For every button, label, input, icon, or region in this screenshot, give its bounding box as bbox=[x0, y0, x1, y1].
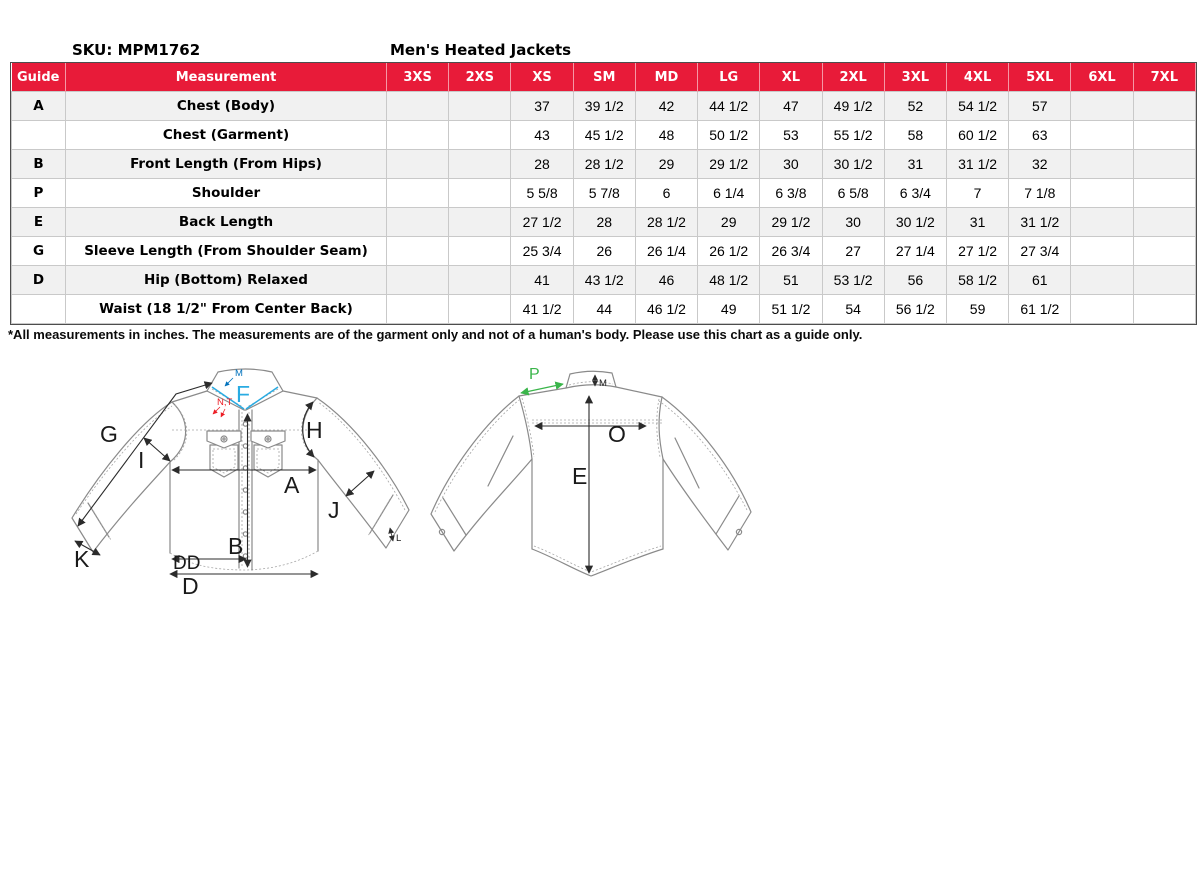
value-cell bbox=[449, 237, 511, 266]
measurement-cell: Shoulder bbox=[66, 179, 387, 208]
value-cell: 42 bbox=[635, 92, 697, 121]
guide-cell: P bbox=[12, 179, 66, 208]
value-cell bbox=[449, 266, 511, 295]
value-cell bbox=[387, 237, 449, 266]
value-cell bbox=[449, 150, 511, 179]
value-cell: 45 1/2 bbox=[573, 121, 635, 150]
front-label-G: G bbox=[100, 421, 118, 447]
table-row bbox=[12, 92, 1196, 121]
value-cell: 27 1/2 bbox=[946, 237, 1008, 266]
value-cell: 43 bbox=[511, 121, 573, 150]
guide-cell: G bbox=[12, 237, 66, 266]
value-cell: 31 bbox=[946, 208, 1008, 237]
value-cell bbox=[387, 92, 449, 121]
value-cell bbox=[1071, 121, 1133, 150]
column-header: XL bbox=[760, 63, 822, 92]
size-table-header bbox=[12, 63, 1196, 92]
value-cell: 60 1/2 bbox=[946, 121, 1008, 150]
value-cell bbox=[1133, 208, 1195, 237]
value-cell bbox=[1071, 266, 1133, 295]
measurement-cell: Waist (18 1/2" From Center Back) bbox=[66, 295, 387, 324]
value-cell: 37 bbox=[511, 92, 573, 121]
value-cell: 28 1/2 bbox=[635, 208, 697, 237]
measurement-cell: Hip (Bottom) Relaxed bbox=[66, 266, 387, 295]
value-cell: 6 1/4 bbox=[698, 179, 760, 208]
value-cell: 26 3/4 bbox=[760, 237, 822, 266]
value-cell: 52 bbox=[884, 92, 946, 121]
sku-label: SKU: MPM1762 bbox=[72, 41, 201, 59]
value-cell bbox=[1133, 295, 1195, 324]
guide-cell: A bbox=[12, 92, 66, 121]
guide-cell: D bbox=[12, 266, 66, 295]
column-header: Guide bbox=[12, 63, 66, 92]
value-cell: 43 1/2 bbox=[573, 266, 635, 295]
column-header: LG bbox=[698, 63, 760, 92]
chart-title: Men's Heated Jackets bbox=[390, 41, 572, 59]
value-cell: 30 1/2 bbox=[884, 208, 946, 237]
value-cell: 39 1/2 bbox=[573, 92, 635, 121]
front-label-A: A bbox=[284, 472, 300, 498]
measurement-cell: Back Length bbox=[66, 208, 387, 237]
value-cell: 46 bbox=[635, 266, 697, 295]
guide-cell bbox=[12, 121, 66, 150]
value-cell: 27 3/4 bbox=[1009, 237, 1071, 266]
value-cell: 49 1/2 bbox=[822, 92, 884, 121]
column-header: 3XS bbox=[387, 63, 449, 92]
back-label-O: O bbox=[608, 421, 626, 447]
value-cell: 41 1/2 bbox=[511, 295, 573, 324]
value-cell bbox=[1133, 121, 1195, 150]
value-cell: 53 1/2 bbox=[822, 266, 884, 295]
value-cell: 61 bbox=[1009, 266, 1071, 295]
value-cell: 31 bbox=[884, 150, 946, 179]
value-cell: 59 bbox=[946, 295, 1008, 324]
value-cell: 48 1/2 bbox=[698, 266, 760, 295]
value-cell bbox=[387, 295, 449, 324]
value-cell: 31 1/2 bbox=[1009, 208, 1071, 237]
value-cell: 31 1/2 bbox=[946, 150, 1008, 179]
value-cell: 6 bbox=[635, 179, 697, 208]
measurement-cell: Chest (Body) bbox=[66, 92, 387, 121]
value-cell bbox=[1071, 208, 1133, 237]
column-header: 2XL bbox=[822, 63, 884, 92]
value-cell bbox=[387, 179, 449, 208]
value-cell bbox=[1071, 237, 1133, 266]
table-row bbox=[12, 208, 1196, 237]
footnote-text: *All measurements in inches. The measurements are of the garment only and not of a human's body. Please use this chart as a guide only. bbox=[8, 327, 863, 342]
value-cell bbox=[387, 150, 449, 179]
value-cell: 47 bbox=[760, 92, 822, 121]
value-cell: 54 1/2 bbox=[946, 92, 1008, 121]
value-cell: 28 bbox=[573, 208, 635, 237]
table-row bbox=[12, 179, 1196, 208]
value-cell: 30 bbox=[822, 208, 884, 237]
size-table-body bbox=[12, 92, 1196, 324]
value-cell: 26 1/4 bbox=[635, 237, 697, 266]
jacket-back-outline bbox=[431, 371, 751, 576]
back-label-E: E bbox=[572, 463, 588, 489]
value-cell bbox=[449, 179, 511, 208]
column-header: SM bbox=[573, 63, 635, 92]
value-cell bbox=[449, 295, 511, 324]
value-cell bbox=[387, 266, 449, 295]
value-cell: 58 1/2 bbox=[946, 266, 1008, 295]
front-label-L: L bbox=[396, 533, 402, 544]
value-cell bbox=[1071, 295, 1133, 324]
size-table-frame bbox=[10, 62, 1197, 325]
value-cell bbox=[1133, 150, 1195, 179]
value-cell: 6 3/8 bbox=[760, 179, 822, 208]
column-header: 5XL bbox=[1009, 63, 1071, 92]
value-cell: 63 bbox=[1009, 121, 1071, 150]
value-cell: 30 1/2 bbox=[822, 150, 884, 179]
back-label-M: M bbox=[599, 378, 607, 389]
guide-cell: B bbox=[12, 150, 66, 179]
measurement-cell: Chest (Garment) bbox=[66, 121, 387, 150]
value-cell bbox=[1071, 92, 1133, 121]
value-cell: 41 bbox=[511, 266, 573, 295]
guide-cell bbox=[12, 295, 66, 324]
value-cell: 29 1/2 bbox=[760, 208, 822, 237]
value-cell bbox=[449, 208, 511, 237]
front-label-M: M bbox=[235, 368, 243, 379]
column-header: 6XL bbox=[1071, 63, 1133, 92]
measurement-cell: Front Length (From Hips) bbox=[66, 150, 387, 179]
front-label-H: H bbox=[306, 417, 323, 443]
value-cell: 5 5/8 bbox=[511, 179, 573, 208]
column-header: Measurement bbox=[66, 63, 387, 92]
front-label-DD: DD bbox=[173, 553, 201, 574]
value-cell: 27 1/4 bbox=[884, 237, 946, 266]
value-cell: 7 bbox=[946, 179, 1008, 208]
value-cell: 28 1/2 bbox=[573, 150, 635, 179]
value-cell bbox=[1133, 237, 1195, 266]
value-cell bbox=[1071, 179, 1133, 208]
table-row bbox=[12, 237, 1196, 266]
value-cell: 50 1/2 bbox=[698, 121, 760, 150]
value-cell: 56 bbox=[884, 266, 946, 295]
value-cell: 27 1/2 bbox=[511, 208, 573, 237]
front-label-I: I bbox=[138, 447, 145, 473]
jacket-front-diagram bbox=[60, 362, 420, 600]
table-row bbox=[12, 295, 1196, 324]
value-cell bbox=[1071, 150, 1133, 179]
value-cell: 30 bbox=[760, 150, 822, 179]
value-cell: 6 5/8 bbox=[822, 179, 884, 208]
column-header: 2XS bbox=[449, 63, 511, 92]
value-cell: 29 bbox=[635, 150, 697, 179]
value-cell bbox=[387, 208, 449, 237]
value-cell: 57 bbox=[1009, 92, 1071, 121]
front-label-F: F bbox=[236, 381, 251, 407]
front-label-K: K bbox=[74, 546, 90, 572]
jacket-back-diagram bbox=[425, 362, 770, 590]
value-cell: 58 bbox=[884, 121, 946, 150]
value-cell: 27 bbox=[822, 237, 884, 266]
column-header: MD bbox=[635, 63, 697, 92]
value-cell: 28 bbox=[511, 150, 573, 179]
value-cell bbox=[1133, 179, 1195, 208]
value-cell: 32 bbox=[1009, 150, 1071, 179]
value-cell: 25 3/4 bbox=[511, 237, 573, 266]
value-cell: 6 3/4 bbox=[884, 179, 946, 208]
value-cell: 5 7/8 bbox=[573, 179, 635, 208]
value-cell: 48 bbox=[635, 121, 697, 150]
measurement-cell: Sleeve Length (From Shoulder Seam) bbox=[66, 237, 387, 266]
value-cell: 46 1/2 bbox=[635, 295, 697, 324]
value-cell: 26 bbox=[573, 237, 635, 266]
table-row bbox=[12, 266, 1196, 295]
column-header: XS bbox=[511, 63, 573, 92]
value-cell: 54 bbox=[822, 295, 884, 324]
guide-cell: E bbox=[12, 208, 66, 237]
front-label-D: D bbox=[182, 573, 199, 599]
value-cell: 51 bbox=[760, 266, 822, 295]
size-table bbox=[11, 63, 1196, 324]
value-cell: 44 1/2 bbox=[698, 92, 760, 121]
value-cell: 49 bbox=[698, 295, 760, 324]
value-cell bbox=[387, 121, 449, 150]
value-cell bbox=[449, 121, 511, 150]
value-cell: 29 bbox=[698, 208, 760, 237]
value-cell: 29 1/2 bbox=[698, 150, 760, 179]
value-cell bbox=[1133, 266, 1195, 295]
value-cell: 51 1/2 bbox=[760, 295, 822, 324]
column-header: 7XL bbox=[1133, 63, 1195, 92]
front-label-NT: N,T bbox=[217, 397, 233, 408]
back-label-P: P bbox=[529, 366, 540, 383]
value-cell bbox=[449, 92, 511, 121]
table-row bbox=[12, 121, 1196, 150]
column-header: 4XL bbox=[946, 63, 1008, 92]
value-cell: 7 1/8 bbox=[1009, 179, 1071, 208]
table-row bbox=[12, 150, 1196, 179]
value-cell: 56 1/2 bbox=[884, 295, 946, 324]
value-cell: 44 bbox=[573, 295, 635, 324]
value-cell: 55 1/2 bbox=[822, 121, 884, 150]
value-cell bbox=[1133, 92, 1195, 121]
front-label-B: B bbox=[228, 533, 244, 559]
value-cell: 61 1/2 bbox=[1009, 295, 1071, 324]
value-cell: 53 bbox=[760, 121, 822, 150]
front-labels bbox=[74, 368, 401, 599]
front-label-J: J bbox=[328, 497, 340, 523]
column-header: 3XL bbox=[884, 63, 946, 92]
value-cell: 26 1/2 bbox=[698, 237, 760, 266]
